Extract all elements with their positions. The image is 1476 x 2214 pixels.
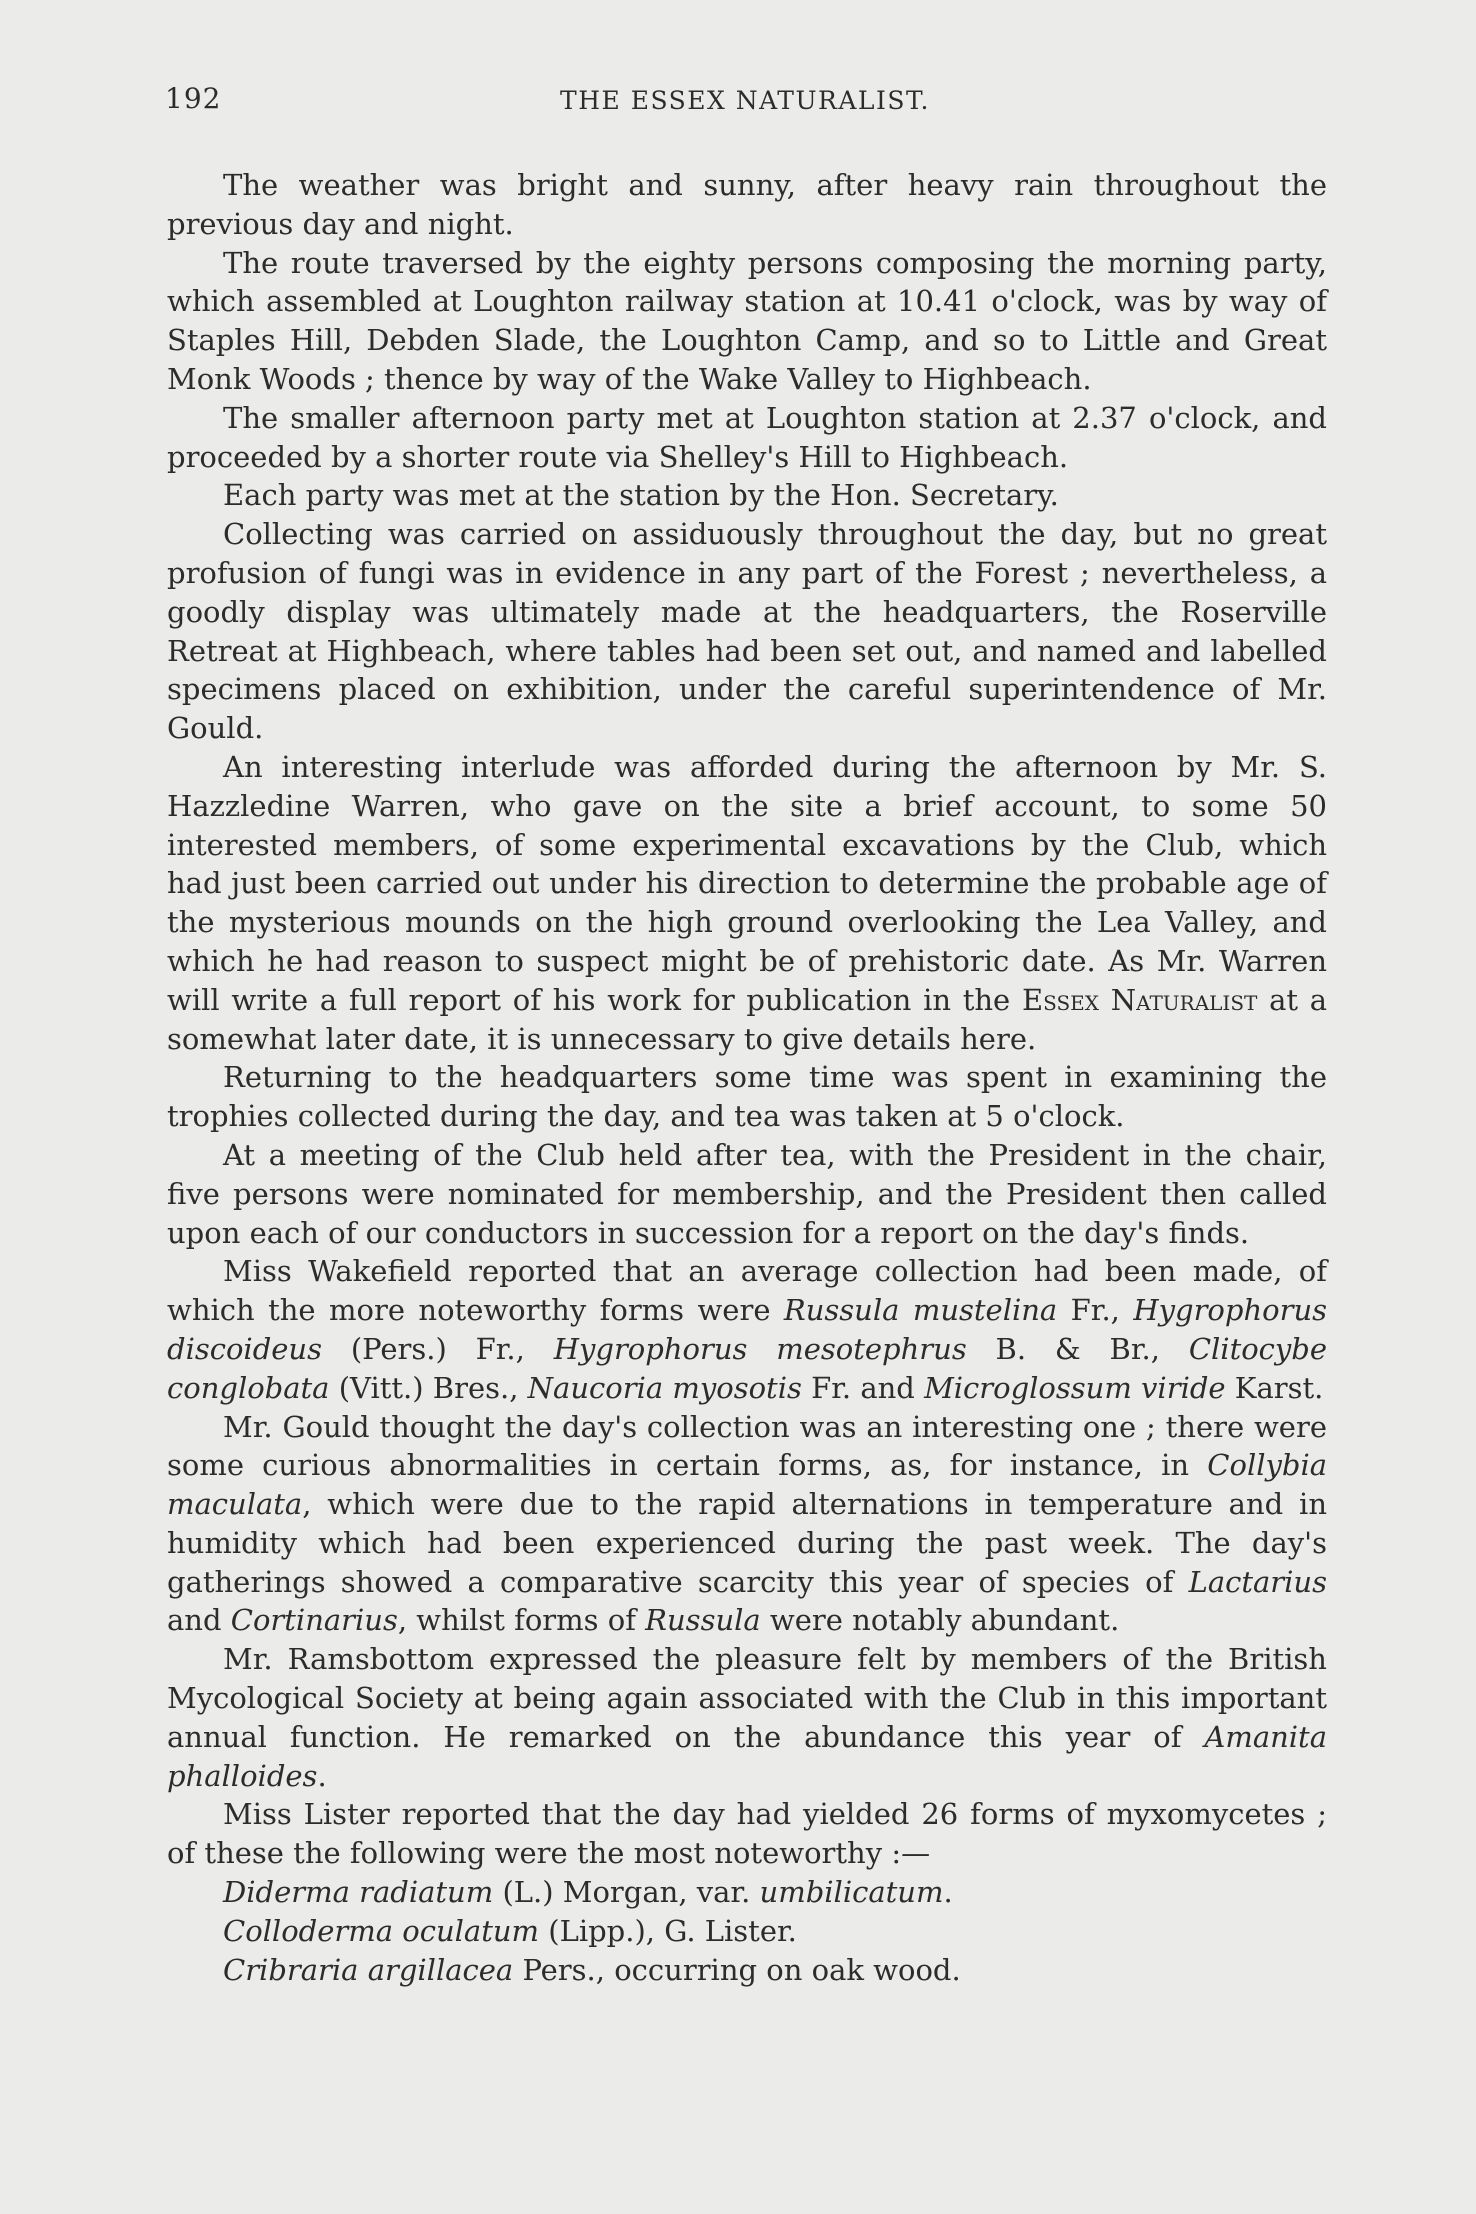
species-name: Hygrophorus mesotephrus bbox=[553, 1331, 967, 1366]
text-run: Mr. Gould thought the day's collection was an interesting one ; there were some curious abnormalities in certain forms, as, for instance, in bbox=[167, 1409, 1327, 1483]
species-name: Microglossum viride bbox=[924, 1370, 1226, 1405]
species-name: Amanita phalloides bbox=[167, 1719, 1328, 1793]
paragraph-meeting: At a meeting of the Club held after tea, with the President in the chair, five persons were nominated for membership, and the President then called upon each of our conductors in succession for a report on the day's finds. bbox=[167, 1137, 1327, 1250]
species-name: Lactarius bbox=[1188, 1564, 1327, 1599]
myxomycetes-list bbox=[167, 1873, 1327, 1989]
text-run: . bbox=[943, 1875, 953, 1910]
text-run: (Pers.) Fr., bbox=[350, 1331, 525, 1366]
text-run: Miss Wakefield reported that an average collection had been made, of which the more noteworthy forms were bbox=[167, 1254, 1327, 1328]
article-body bbox=[167, 166, 1327, 1989]
text-run: were notably abundant. bbox=[769, 1603, 1120, 1638]
journal-title: Essex Naturalist bbox=[1021, 982, 1258, 1017]
text-run: . bbox=[317, 1758, 327, 1793]
list-item bbox=[167, 1873, 1327, 1912]
species-authority: Pers., occurring on oak wood. bbox=[522, 1952, 961, 1987]
list-item bbox=[167, 1951, 1327, 1990]
species-name: Clitocybe conglobata bbox=[167, 1331, 1328, 1405]
text-run: (Vitt.) Bres., bbox=[338, 1370, 519, 1405]
species-name: Diderma radiatum bbox=[223, 1875, 494, 1910]
text-run: B. & Br., bbox=[995, 1331, 1160, 1366]
list-item bbox=[167, 1912, 1327, 1951]
text-run: An interesting interlude was afforded during the afternoon by Mr. S. Hazzledine Warren, who gave on the site a brief account, to some 50 interested members, of some experimental excavations by the Club, which had just been carried out under his direction to determine the probable age of the mysterious mounds on the high ground overlooking the Lea Valley, and which he had reason to suspect might be of prehistoric date. As Mr. Warren will write a full report of his work for publication in the bbox=[167, 749, 1327, 1017]
paragraph-afternoon-party: The smaller afternoon party met at Loughton station at 2.37 o'clock, and proceeded by a shorter route via Shelley's Hill to Highbeach. bbox=[167, 400, 1327, 474]
text-run: Fr. and bbox=[811, 1370, 915, 1405]
paragraph-morning-route: The route traversed by the eighty persons composing the morning party, which assembled at Loughton railway station at 10.41 o'clock, was by way of Staples Hill, Debden Slade, the Loughton Camp, and so to Little and Great Monk Woods ; thence by way of the Wake Valley to Highbeach. bbox=[167, 245, 1327, 396]
text-run: and bbox=[167, 1603, 222, 1638]
species-name: Russula mustelina bbox=[783, 1293, 1058, 1328]
species-authority: (L.) Morgan, var. bbox=[502, 1875, 751, 1910]
text-run: Fr., bbox=[1070, 1293, 1120, 1328]
page-number: 192 bbox=[165, 82, 222, 115]
species-name: Russula bbox=[645, 1603, 761, 1638]
species-name: Colloderma oculatum bbox=[223, 1913, 540, 1948]
page-header bbox=[165, 82, 1325, 132]
species-authority: (Lipp.), G. Lister. bbox=[548, 1913, 797, 1948]
paragraph-warren-interlude bbox=[167, 748, 1327, 1058]
species-name: Naucoria myosotis bbox=[527, 1370, 802, 1405]
text-run: , which were due to the rapid alternations in temperature and in humidity which had been experienced during the past week. The day's gatherings showed a comparative scarcity this year of species of bbox=[167, 1487, 1327, 1599]
species-name: Hygrophorus discoideus bbox=[167, 1293, 1328, 1366]
paragraph-collecting: Collecting was carried on assiduously throughout the day, but no great profusion of fungi was in evidence in any part of the Forest ; nevertheless, a goodly display was ultimately made at the headquarters, the Roserville Retreat at Highbeach, where tables had been set out, and named and labelled specimens placed on exhibition, under the careful superintendence of Mr. Gould. bbox=[167, 517, 1327, 746]
species-name: Collybia maculata bbox=[167, 1448, 1328, 1522]
species-name: Cortinarius bbox=[230, 1603, 398, 1638]
species-variety: umbilicatum bbox=[759, 1875, 944, 1910]
species-name: Cribraria argillacea bbox=[223, 1952, 514, 1987]
text-run: Karst. bbox=[1234, 1370, 1324, 1405]
paragraph-ramsbottom-report bbox=[167, 1640, 1327, 1795]
paragraph-lister-report: Miss Lister reported that the day had yielded 26 forms of myxomycetes ; of these the following were the most noteworthy :— bbox=[167, 1797, 1327, 1871]
text-run: , whilst forms of bbox=[397, 1603, 636, 1638]
running-head: THE ESSEX NATURALIST. bbox=[560, 86, 930, 115]
paragraph-weather: The weather was bright and sunny, after heavy rain throughout the previous day and night. bbox=[167, 168, 1327, 241]
text-run: at a somewhat later date, it is unnecessary to give details here. bbox=[167, 982, 1328, 1056]
text-run: Mr. Ramsbottom expressed the pleasure felt by members of the British Mycological Society at being again associated with the Club in this important annual function. He remarked on the abundance this year of bbox=[167, 1642, 1327, 1754]
paragraph-wakefield-report bbox=[167, 1252, 1327, 1407]
paragraph-gould-report bbox=[167, 1408, 1327, 1641]
paragraph-returning: Returning to the headquarters some time was spent in examining the trophies collected during the day, and tea was taken at 5 o'clock. bbox=[167, 1060, 1327, 1134]
paragraph-secretary: Each party was met at the station by the Hon. Secretary. bbox=[223, 478, 1059, 513]
